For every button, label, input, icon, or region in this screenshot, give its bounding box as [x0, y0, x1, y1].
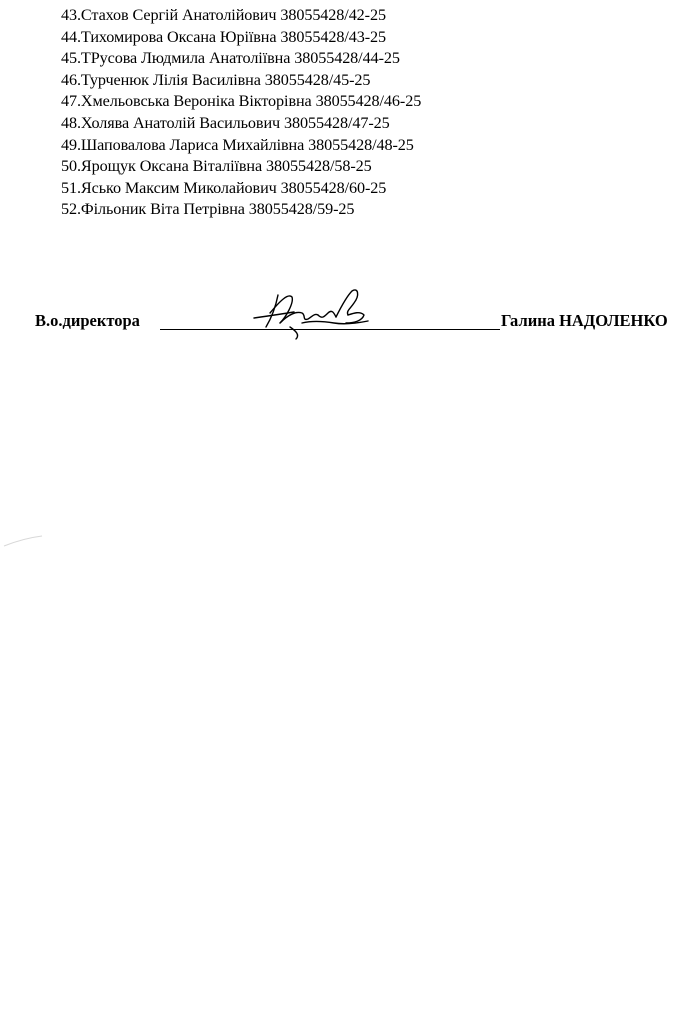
list-item: 45.ТРусова Людмила Анатоліївна 38055428/44-25 [61, 49, 400, 68]
list-item: 43.Стахов Сергій Анатолійович 38055428/42-25 [61, 6, 386, 24]
handwritten-signature [250, 283, 375, 343]
list-item: 47.Хмельовська Вероніка Вікторівна 38055428/46-25 [61, 92, 422, 111]
list-item: 44.Тихомирова Оксана Юріївна 38055428/43-25 [61, 27, 386, 46]
list-item: 52.Фільоник Віта Петрівна 38055428/59-25 [61, 200, 355, 219]
list-item: 48.Холява Анатолій Васильович 38055428/47-25 [61, 113, 390, 132]
signatory-title: В.о.директора [35, 311, 140, 330]
employee-list [61, 5, 421, 221]
scan-speck-mark [0, 520, 60, 560]
list-item: 46.Турченюк Лілія Василівна 38055428/45-25 [61, 70, 371, 89]
signatory-name: Галина НАДОЛЕНКО [501, 311, 668, 330]
list-item: 51.Ясько Максим Миколайович 38055428/60-25 [61, 178, 387, 197]
list-item: 49.Шаповалова Лариса Михайлівна 38055428/48-25 [61, 135, 414, 154]
list-item: 50.Ярощук Оксана Віталіївна 38055428/58-25 [61, 157, 372, 176]
